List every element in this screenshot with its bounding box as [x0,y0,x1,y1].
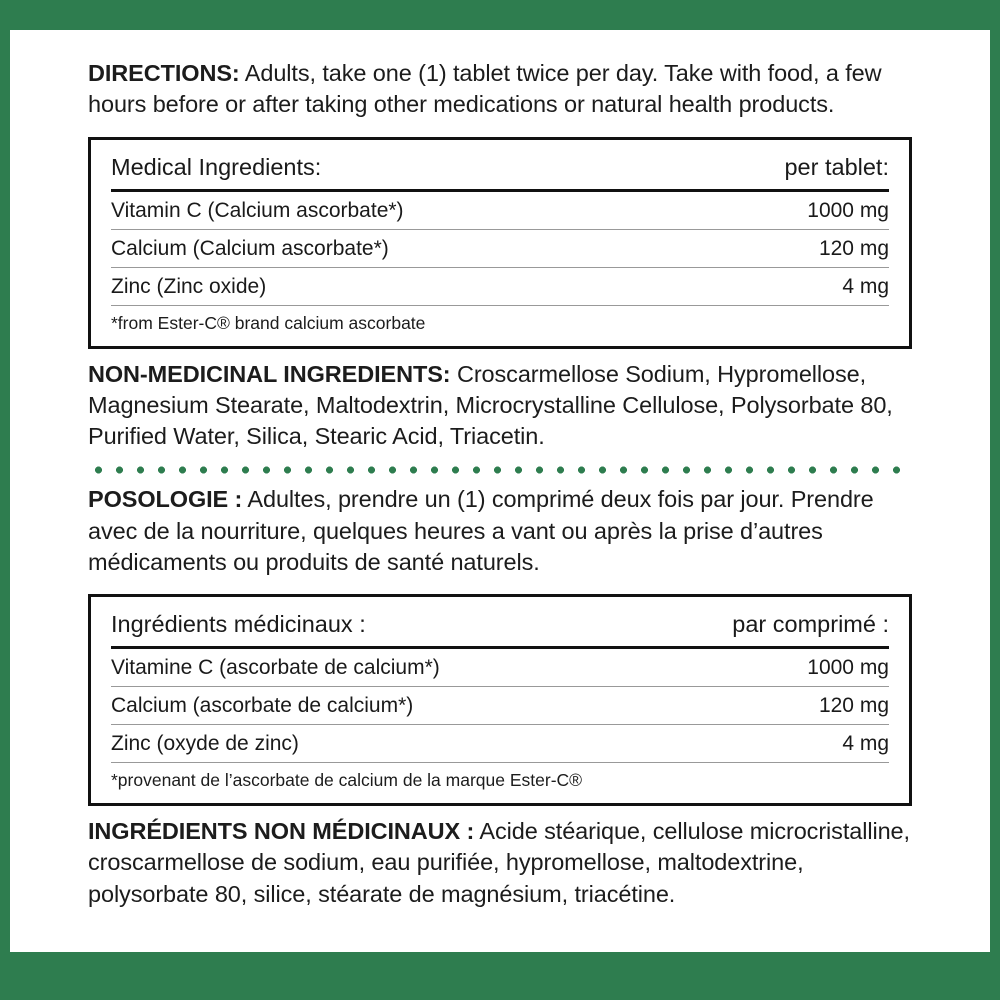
ingredient-name: Vitamine C (ascorbate de calcium*) [111,656,440,679]
directions-label-en: DIRECTIONS: [88,60,240,86]
ingredient-name: Zinc (oxyde de zinc) [111,732,299,755]
medical-ingredients-title-en: Medical Ingredients: [111,153,322,180]
non-medicinal-text-en: Croscarmellose Sodium, Hypromellose, Magnesium Stearate, Maltodextrin, Microcrystalline Cellulose, Polysorbate 80, Purified Water, Silica, Stearic Acid, Triacetin. [88,360,893,449]
medical-ingredients-amount-header-fr: par comprimé : [732,611,889,637]
top-green-band [0,0,1000,30]
medical-ingredients-header-fr [111,611,889,649]
medical-ingredients-amount-header-en: per tablet: [784,153,889,180]
non-medicinal-paragraph-en [88,359,912,453]
non-medicinal-text-fr: Acide stéarique, cellulose microcristalline, croscarmellose de sodium, eau purifiée, hypromellose, maltodextrine, polysorbate 80, silice, stéarate de magnésium, triacétine. [88,818,910,907]
medical-ingredients-footnote-en: *from Ester-C® brand calcium ascorbate [111,312,426,333]
table-row [111,230,889,268]
table-row [111,687,889,725]
non-medicinal-paragraph-fr [88,816,912,910]
ingredient-name: Zinc (Zinc oxide) [111,274,267,298]
ingredient-amount: 4 mg [842,274,889,298]
ingredient-amount: 120 mg [818,694,889,717]
label-content [10,30,990,952]
directions-paragraph-fr [88,484,912,578]
dotted-divider [88,466,912,474]
table-row [111,649,889,687]
medical-ingredients-footnote-fr: *provenant de l’ascorbate de calcium de la marque Ester-C® [111,770,583,790]
ingredient-amount: 1000 mg [807,656,889,679]
medical-ingredients-panel-en [88,137,912,349]
table-row [111,725,889,763]
table-row [111,192,889,230]
directions-label-fr: POSOLOGIE : [88,486,243,513]
non-medicinal-label-en: NON-MEDICINAL INGREDIENTS: [88,360,451,387]
table-row [111,268,889,306]
right-green-rail [990,0,1000,1000]
directions-text-fr: Adultes, prendre un (1) comprimé deux fois par jour. Prendre avec de la nourriture, quelques heures a vant ou après la prise d’autres médicaments ou produits de santé naturels. [88,486,874,575]
ingredient-name: Calcium (ascorbate de calcium*) [111,694,414,717]
ingredient-amount: 4 mg [842,732,889,755]
ingredient-name: Calcium (Calcium ascorbate*) [111,236,389,260]
non-medicinal-label-fr: INGRÉDIENTS NON MÉDICINAUX : [88,818,475,844]
bottom-green-band [0,952,1000,1000]
medical-ingredients-header-en [111,154,889,192]
directions-paragraph-en [88,58,912,121]
directions-text-en: Adults, take one (1) tablet twice per day. Take with food, a few hours before or after taking other medications or natural health products. [88,60,882,118]
ingredient-name: Vitamin C (Calcium ascorbate*) [111,198,404,222]
medical-ingredients-title-fr: Ingrédients médicinaux : [111,611,366,637]
ingredient-amount: 120 mg [818,236,889,260]
left-green-rail [0,0,10,1000]
medical-ingredients-panel-fr [88,594,912,806]
ingredient-amount: 1000 mg [807,198,889,222]
